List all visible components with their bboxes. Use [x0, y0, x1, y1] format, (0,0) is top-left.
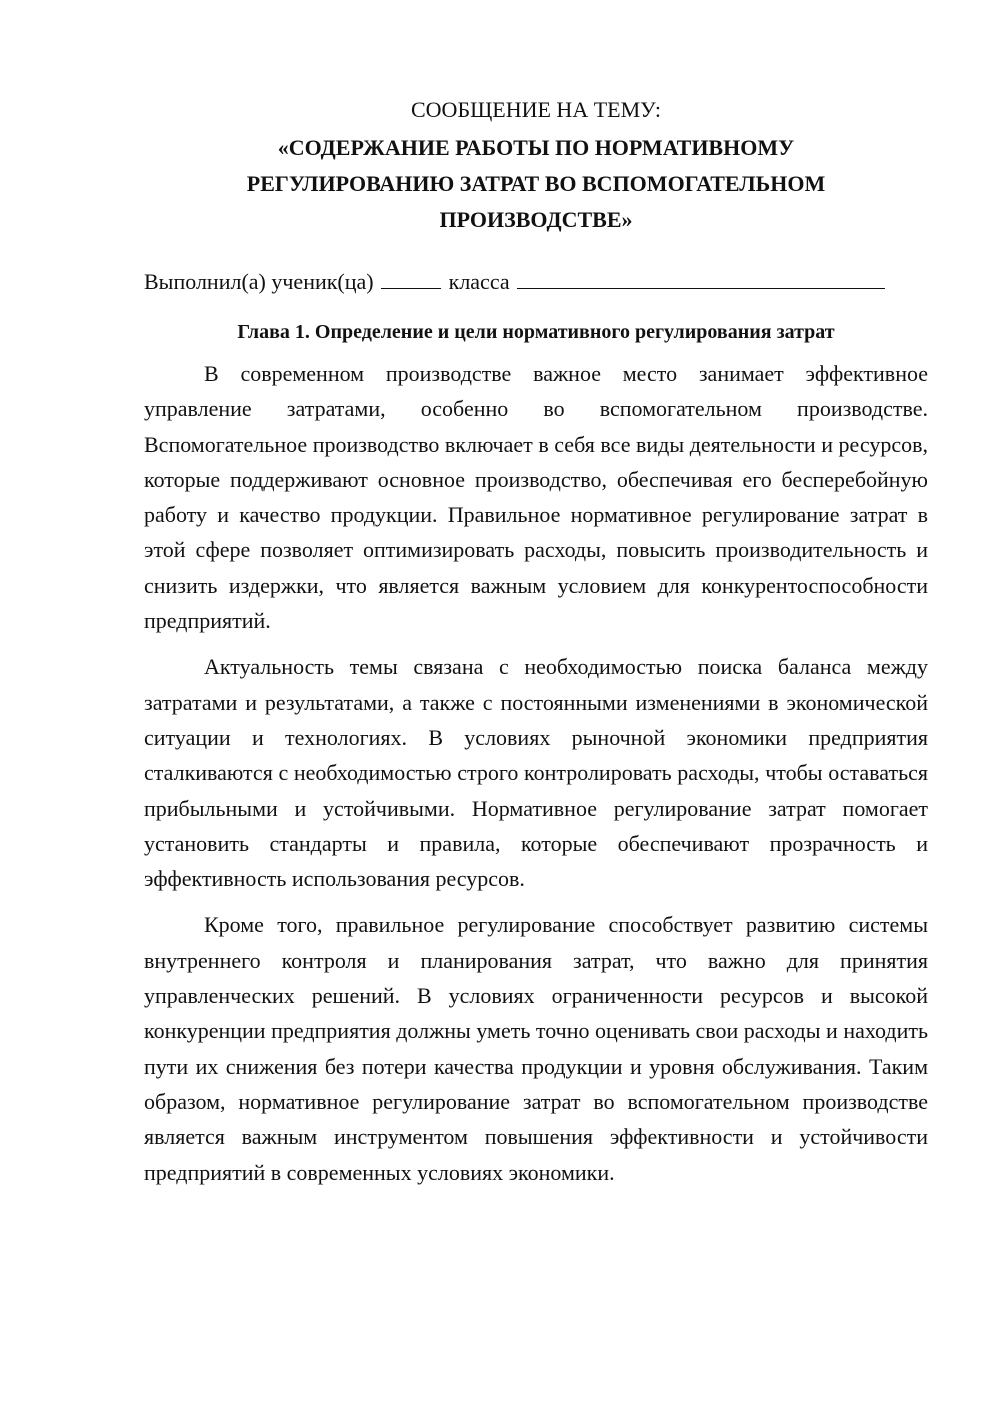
class-number-blank: [381, 266, 441, 289]
title-line: «СОДЕРЖАНИЕ РАБОТЫ ПО НОРМАТИВНОМУ: [277, 135, 795, 160]
author-signature-line: [144, 264, 928, 299]
signature-prefix: Выполнил(а) ученик(ца): [144, 269, 374, 294]
body-paragraph: В современном производстве важное место занимает эффективное управление затратами, особенно во вспомогательном производстве. Вспомогательное производство включает в себя все виды деятельности и ресурсов, которые поддерживают основное производство, обеспечивая его бесперебойную работу и качество продукции. Правильное нормативное регулирование затрат в этой сфере позволяет оптимизировать расходы, повысить производительность и снизить издержки, что является важным условием для конкурентоспособности предприятий.: [144, 361, 928, 634]
title-line: РЕГУЛИРОВАНИЮ ЗАТРАТ ВО ВСПОМОГАТЕЛЬНОМ: [246, 171, 826, 196]
body-paragraph: Актуальность темы связана с необходимостью поиска баланса между затратами и результатами, а также с постоянными изменениями в экономической ситуации и технологиях. В условиях рыночной экономики предприятия сталкиваются с необходимостью строго контролировать расходы, чтобы оставаться прибыльными и устойчивыми. Нормативное регулирование затрат помогает установить стандарты и правила, которые обеспечивают прозрачность и эффективность использования ресурсов.: [144, 654, 928, 892]
chapter-heading: Глава 1. Определение и цели нормативного регулирования затрат: [237, 321, 835, 343]
title-line: ПРОИЗВОДСТВЕ»: [439, 207, 633, 232]
document-header: СООБЩЕНИЕ НА ТЕМУ:: [411, 97, 661, 122]
student-name-blank: [517, 266, 885, 289]
document-title: [144, 130, 928, 238]
document-page: [144, 92, 928, 1190]
signature-class-label: класса: [448, 269, 510, 294]
body-paragraph: Кроме того, правильное регулирование способствует развитию системы внутреннего контроля и планирования затрат, что важно для принятия управленческих решений. В условиях ограниченности ресурсов и высокой конкуренции предприятия должны уметь точно оценивать свои расходы и находить пути их снижения без потери качества продукции и уровня обслуживания. Таким образом, нормативное регулирование затрат во вспомогательном производстве является важным инструментом повышения эффективности и устойчивости предприятий в современных условиях экономики.: [144, 912, 928, 1185]
